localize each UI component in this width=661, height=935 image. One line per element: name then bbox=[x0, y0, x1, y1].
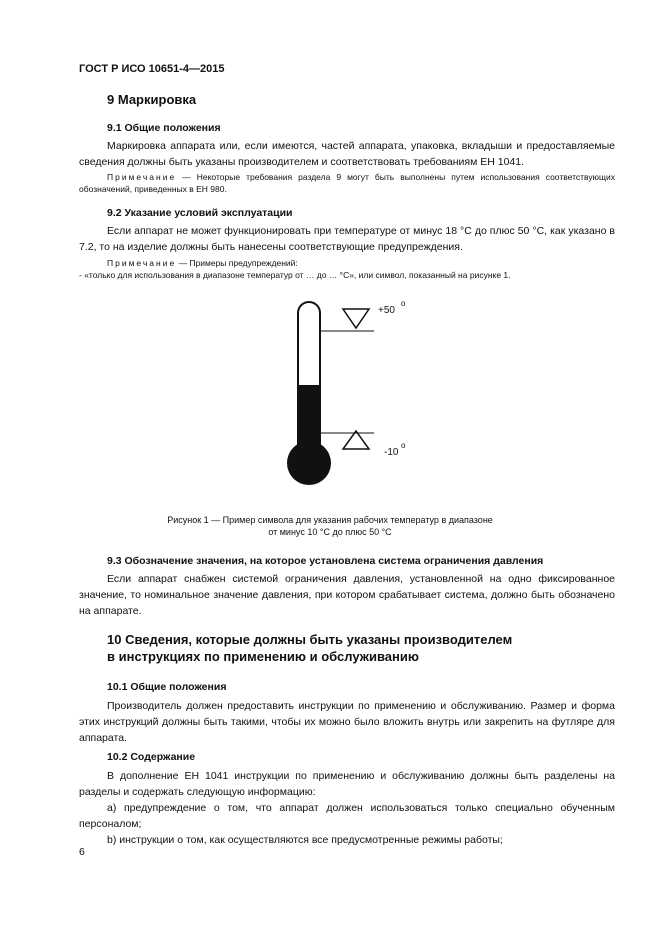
upper-limit-label: +50 bbox=[378, 305, 395, 316]
paragraph-10-1 bbox=[79, 698, 615, 746]
paragraph-9-3 bbox=[79, 571, 615, 619]
thermometer-bulb bbox=[287, 441, 331, 485]
paragraph-9-1-text: Маркировка аппарата или, если имеются, частей аппарата, упаковка, вкладыши и предоставляемые сведения должны быть указаны производителем и соответствовать требованиям ЕН 1041. bbox=[79, 140, 615, 168]
note-9-1-text: — Некоторые требования раздела 9 могут быть выполнены путем использования соответствующих обозначений, приведенных в ЕН 980. bbox=[79, 172, 615, 194]
page-number: 6 bbox=[79, 846, 85, 858]
note-9-2 bbox=[79, 258, 615, 270]
list-item-a-text: а) предупреждение о том, что аппарат должен использоваться только специально обученным персоналом; bbox=[79, 802, 615, 830]
figure-1-caption bbox=[150, 514, 510, 538]
lower-limit-degree: o bbox=[401, 441, 406, 450]
paragraph-9-1 bbox=[79, 138, 615, 170]
figure-1-caption-line-2: от минус 10 °С до плюс 50 °С bbox=[268, 527, 392, 537]
list-item-b-text: b) инструкции о том, как осуществляются все предусмотренные режимы работы; bbox=[107, 834, 503, 846]
section-9-title: 9 Маркировка bbox=[107, 92, 197, 107]
note-9-2-label: Примечание bbox=[107, 258, 177, 268]
paragraph-10-2 bbox=[79, 768, 615, 800]
lower-limit-triangle bbox=[343, 431, 369, 449]
subsection-9-1-title: 9.1 Общие положения bbox=[107, 122, 221, 134]
subsection-10-1-title: 10.1 Общие положения bbox=[107, 681, 227, 693]
note-9-1 bbox=[79, 172, 615, 195]
subsection-9-3-title: 9.3 Обозначение значения, на которое установлена система ограничения давления bbox=[107, 555, 544, 567]
section-10-title-line-2: в инструкциях по применению и обслуживанию bbox=[107, 649, 419, 664]
list-item-b bbox=[79, 832, 615, 848]
note-9-2-item: - «только для использования в диапазоне температур от … до … °С», или символ, показанный на рисунке 1. bbox=[79, 270, 511, 280]
thermometer-figure bbox=[250, 295, 420, 495]
paragraph-10-1-text: Производитель должен предоставить инструкции по применению и обслуживанию. Размер и форма этих инструкций должны быть такими, чтобы их можно было вложить внутрь или закрепить на футляре для аппарата. bbox=[79, 700, 615, 744]
figure-1-caption-line-1: Рисунок 1 — Пример символа для указания рабочих температур в диапазоне bbox=[167, 515, 493, 525]
lower-limit-label: -10 bbox=[384, 447, 399, 458]
subsection-9-2-title: 9.2 Указание условий эксплуатации bbox=[107, 207, 293, 219]
upper-limit-degree: o bbox=[401, 299, 406, 308]
paragraph-9-3-text: Если аппарат снабжен системой ограничения давления, установленной на одно фиксированное значение, то номинальное значение давления, при котором срабатывает система, должно быть обозначено на аппарате. bbox=[79, 573, 615, 617]
paragraph-9-2-text: Если аппарат не может функционировать при температуре от минус 18 °С до плюс 50 °С, как указано в 7.2, то на изделие должны быть нанесены соответствующие предупреждения. bbox=[79, 225, 615, 253]
section-10-title bbox=[107, 631, 587, 665]
note-9-1-label: Примечание bbox=[107, 172, 177, 182]
list-item-a bbox=[79, 800, 615, 832]
upper-limit-triangle bbox=[343, 309, 369, 328]
section-10-title-line-1: 10 Сведения, которые должны быть указаны производителем bbox=[107, 632, 513, 647]
paragraph-9-2 bbox=[79, 223, 615, 255]
subsection-10-2-title: 10.2 Содержание bbox=[107, 751, 196, 763]
note-9-2-text: — Примеры предупреждений: bbox=[176, 258, 298, 268]
document-header: ГОСТ Р ИСО 10651-4—2015 bbox=[79, 63, 225, 75]
paragraph-10-2-text: В дополнение ЕН 1041 инструкции по применению и обслуживанию должны быть разделены на разделы и содержать следующую информацию: bbox=[79, 770, 615, 798]
